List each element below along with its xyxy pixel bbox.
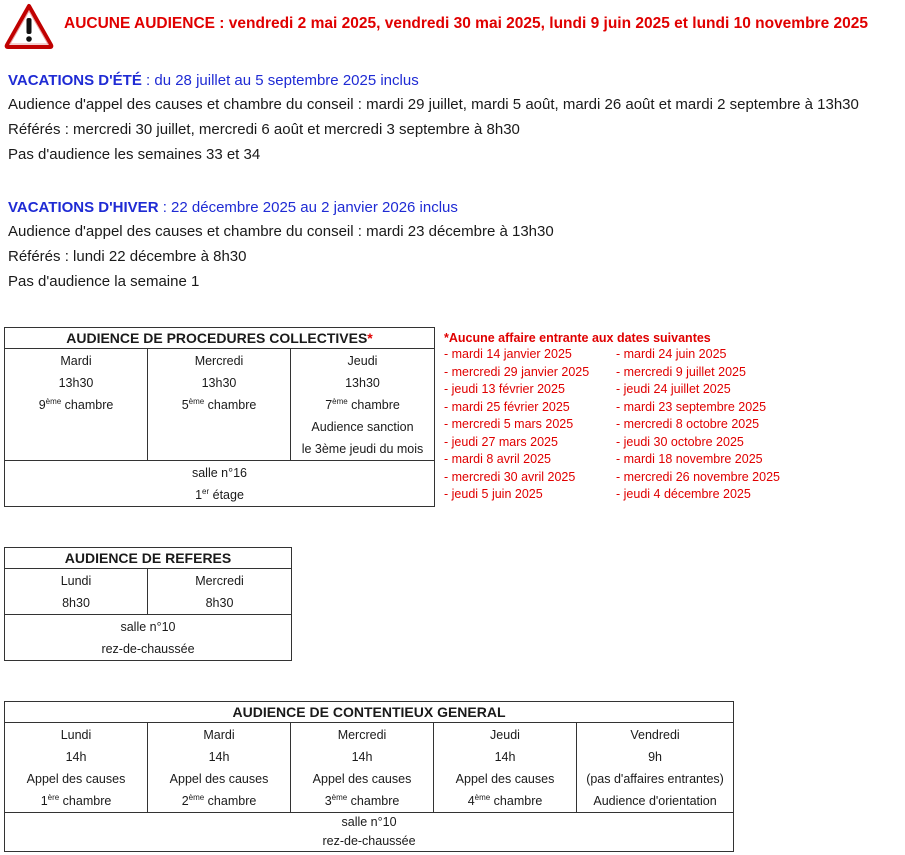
day-label: Mercredi bbox=[337, 728, 387, 742]
excluded-date: - jeudi 30 octobre 2025 bbox=[616, 434, 744, 449]
excluded-date: - mardi 23 septembre 2025 bbox=[616, 399, 767, 414]
general-day-cell bbox=[148, 723, 291, 813]
no-hearing-notice: AUCUNE AUDIENCE : vendredi 2 mai 2025, vendredi 30 mai 2025, lundi 9 juin 2025 et lundi 10 novembre 2025 bbox=[64, 15, 868, 32]
collective-location-cell bbox=[5, 461, 435, 507]
excluded-dates-column-2 bbox=[616, 346, 780, 504]
orientation-hearing-label: Audience d'orientation bbox=[593, 794, 717, 808]
excluded-date: - jeudi 4 décembre 2025 bbox=[616, 487, 751, 501]
summary-hearing-title: AUDIENCE DE REFERES bbox=[5, 548, 292, 569]
summer-line: Pas d'audience les semaines 33 et 34 bbox=[8, 146, 261, 163]
excluded-date: - mardi 14 janvier 2025 bbox=[444, 347, 572, 361]
day-label: Mardi bbox=[203, 728, 235, 742]
day-label: Mardi bbox=[60, 354, 92, 368]
room-label: salle n°16 bbox=[191, 466, 248, 480]
chamber-label: 1ère chambre bbox=[40, 793, 112, 808]
day-label: Lundi bbox=[60, 728, 92, 742]
chamber-label: 9ème chambre bbox=[38, 397, 114, 412]
call-label: Appel des causes bbox=[169, 772, 269, 786]
day-label: Jeudi bbox=[347, 354, 378, 368]
collective-day-cell bbox=[148, 349, 291, 461]
excluded-date: - mercredi 30 avril 2025 bbox=[444, 469, 576, 484]
collective-day-cell bbox=[291, 349, 435, 461]
floor-label: 1er étage bbox=[195, 487, 244, 502]
time-label: 8h30 bbox=[62, 596, 90, 610]
summary-location-cell bbox=[5, 615, 292, 661]
chamber-label: 3ème chambre bbox=[324, 793, 400, 808]
excluded-date: - mercredi 5 mars 2025 bbox=[444, 417, 574, 431]
sanction-hearing-label: Audience sanction bbox=[311, 420, 414, 434]
day-label: Mercredi bbox=[195, 574, 244, 588]
winter-line: Pas d'audience la semaine 1 bbox=[8, 273, 200, 290]
general-location-cell bbox=[5, 813, 734, 852]
time-label: 13h30 bbox=[201, 376, 237, 390]
room-label: salle n°10 bbox=[120, 620, 176, 634]
excluded-date: - mercredi 29 janvier 2025 bbox=[444, 364, 590, 379]
day-label: Vendredi bbox=[630, 728, 680, 742]
summer-line: Audience d'appel des causes et chambre du conseil : mardi 29 juillet, mardi 5 août, mardi 26 août et mardi 2 septembre à 13h30 bbox=[8, 96, 859, 113]
winter-vacations-heading: VACATIONS D'HIVER bbox=[8, 199, 159, 216]
call-label: Appel des causes bbox=[312, 772, 412, 786]
chamber-label: 7ème chambre bbox=[325, 397, 400, 412]
summary-day-cell bbox=[5, 569, 148, 615]
general-litigation-title: AUDIENCE DE CONTENTIEUX GENERAL bbox=[5, 702, 734, 723]
day-label: Mercredi bbox=[194, 354, 244, 368]
time-label: 14h bbox=[494, 750, 516, 764]
excluded-date: - jeudi 24 juillet 2025 bbox=[616, 382, 731, 396]
excluded-date: - mardi 24 juin 2025 bbox=[616, 347, 727, 361]
time-label: 13h30 bbox=[58, 376, 94, 390]
floor-label: rez-de-chaussée bbox=[101, 642, 195, 656]
summer-vacations-title bbox=[8, 72, 419, 89]
chamber-label: 4ème chambre bbox=[467, 793, 543, 808]
general-day-cell bbox=[434, 723, 577, 813]
excluded-date: - mercredi 26 novembre 2025 bbox=[616, 469, 780, 484]
time-label: 13h30 bbox=[345, 376, 380, 390]
summer-line: Référés : mercredi 30 juillet, mercredi 6 août et mercredi 3 septembre à 8h30 bbox=[8, 121, 520, 138]
sanction-schedule-label: le 3ème jeudi du mois bbox=[301, 442, 424, 456]
day-label: Jeudi bbox=[490, 728, 520, 742]
no-new-cases-label: (pas d'affaires entrantes) bbox=[586, 772, 724, 786]
time-label: 14h bbox=[351, 750, 373, 764]
call-label: Appel des causes bbox=[26, 772, 126, 786]
excluded-date: - mardi 8 avril 2025 bbox=[444, 452, 551, 466]
asterisk-note-marker: * bbox=[367, 330, 373, 346]
collective-day-cell bbox=[5, 349, 148, 461]
summary-hearing-table bbox=[4, 547, 292, 661]
call-label: Appel des causes bbox=[455, 772, 555, 786]
summer-vacations-heading: VACATIONS D'ÉTÉ bbox=[8, 72, 142, 89]
excluded-date: - mercredi 8 octobre 2025 bbox=[616, 417, 760, 431]
collective-procedures-table bbox=[4, 327, 435, 507]
excluded-dates-title: *Aucune affaire entrante aux dates suivantes bbox=[444, 331, 711, 345]
time-label: 9h bbox=[648, 750, 662, 764]
general-day-cell bbox=[5, 723, 148, 813]
time-label: 14h bbox=[208, 750, 230, 764]
general-day-cell bbox=[291, 723, 434, 813]
day-label: Lundi bbox=[60, 574, 92, 588]
room-label: salle n°10 bbox=[341, 815, 397, 829]
warning-triangle-icon bbox=[4, 3, 54, 49]
summary-day-cell bbox=[148, 569, 292, 615]
time-label: 8h30 bbox=[205, 596, 234, 610]
winter-vacations-range: : 22 décembre 2025 au 2 janvier 2026 inclus bbox=[158, 199, 458, 216]
excluded-date: - mardi 18 novembre 2025 bbox=[616, 452, 763, 466]
excluded-date: - mercredi 9 juillet 2025 bbox=[616, 364, 746, 379]
excluded-date: - jeudi 13 février 2025 bbox=[444, 382, 565, 396]
winter-vacations-title bbox=[8, 199, 458, 216]
excluded-dates-column-1 bbox=[444, 346, 589, 504]
excluded-date: - jeudi 27 mars 2025 bbox=[444, 434, 558, 449]
excluded-date: - mardi 25 février 2025 bbox=[444, 399, 570, 414]
winter-line: Audience d'appel des causes et chambre du conseil : mardi 23 décembre à 13h30 bbox=[8, 223, 554, 240]
time-label: 14h bbox=[65, 750, 87, 764]
collective-procedures-title: AUDIENCE DE PROCEDURES COLLECTIVES* bbox=[5, 328, 435, 349]
general-day-cell bbox=[577, 723, 734, 813]
winter-line: Référés : lundi 22 décembre à 8h30 bbox=[8, 248, 247, 265]
chamber-label: 5ème chambre bbox=[181, 397, 257, 412]
floor-label: rez-de-chaussée bbox=[322, 834, 416, 848]
general-litigation-table bbox=[4, 701, 734, 852]
excluded-date: - jeudi 5 juin 2025 bbox=[444, 487, 543, 501]
summer-vacations-range: : du 28 juillet au 5 septembre 2025 inclus bbox=[141, 72, 419, 89]
chamber-label: 2ème chambre bbox=[181, 793, 257, 808]
